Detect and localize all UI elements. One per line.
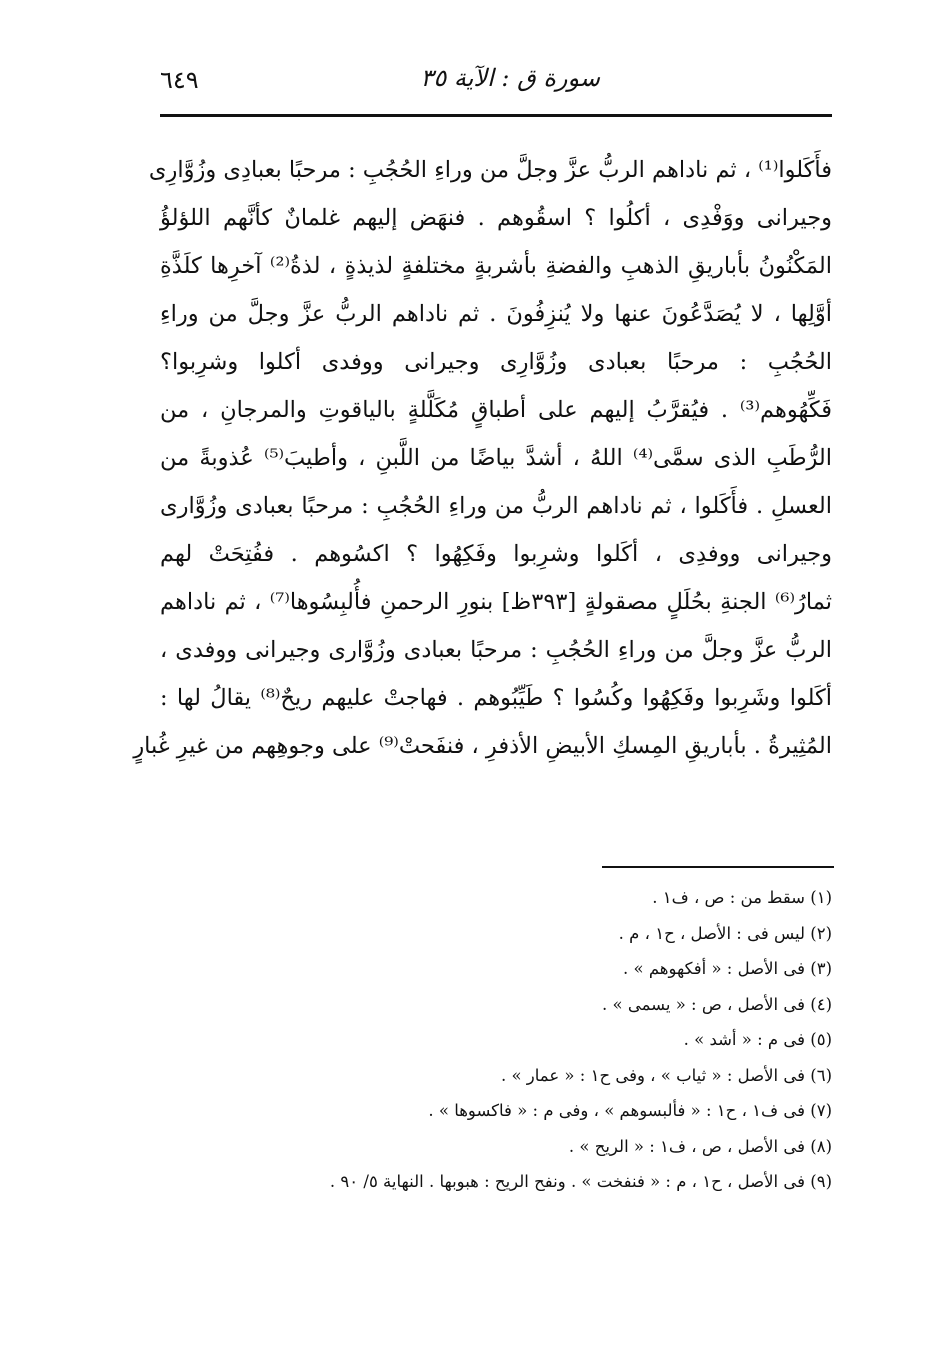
- text-line: فَكِّهُوهم⁽³⁾ . فيُقرَّبُ إليهم على أطباقٍ مُكَلَّلةٍ بالياقوتِ والمرجانِ ، من: [160, 397, 832, 423]
- text-line: الرُّطَبِ الذى سمَّى⁽⁴⁾ اللهُ ، أشدَّ بياضًا من اللَّبنِ ، وأطيبَ⁽⁵⁾ عُذوبةً من: [160, 445, 833, 471]
- footnote: (٣) فى الأصل : « أفكهوهم » .: [623, 959, 832, 978]
- text-line: المُثِيرةُ . بأباريقِ المِسكِ الأبيضِ الأذفرِ ، فنفَحتْ⁽⁹⁾ على وجوهِهم من غيرِ غُبارٍ: [133, 733, 832, 759]
- text-line: أكَلوا وشَرِبوا وفَكِهُوا وكُسُوا ؟ طَيِّبُوهم . فهاجتْ عليهم ريحٌ⁽⁸⁾ يقالُ لها :: [160, 685, 832, 711]
- text-line: العسلِ . فأَكَلوا ، ثم ناداهم الربُّ من وراءِ الحُجُبِ : مرحبًا بعبادى وزُوَّارى: [160, 493, 832, 519]
- footnote: (٦) فى الأصل : « ثياب » ، وفى ح١ : « عمار » .: [500, 1065, 832, 1085]
- footnote: (٤) فى الأصل ، ص : « يسمى » .: [602, 994, 832, 1014]
- footnotes: [160, 880, 832, 1200]
- text-line: المَكْنُونُ بأباريقِ الذهبِ والفضةِ بأشربةٍ مختلفةٍ لذيذةٍ ، لذةُ⁽²⁾ آخرِها كلَذَّةِ: [160, 253, 832, 279]
- page-number: ٦٤٩: [160, 66, 199, 94]
- text-line: وجيرانى ووَفْدِى ، أكلُوا ؟ اسقُوهم . فنهَض إليهم غلمانٌ كأنَّهم اللؤلؤُ: [160, 205, 832, 231]
- text-line: ثمارُ⁽⁶⁾ الجنةِ بحُلَلٍ مصقولةٍ [٣٩٣ظ] بنورِ الرحمنِ فأُلبِسُوها⁽⁷⁾ ، ثم ناداهم: [160, 589, 832, 615]
- footnote: (٥) فى م : « أشد » .: [683, 1030, 832, 1049]
- page-header: [160, 62, 832, 102]
- text-line: الحُجُبِ : مرحبًا بعبادى وزُوَّارِى وجيرانى ووفدى أكلوا وشرِبوا؟: [160, 349, 832, 375]
- header-rule: [160, 114, 832, 117]
- text-line: أوَّلِها ، لا يُصَدَّعُونَ عنها ولا يُنزِفُونَ . ثم ناداهم الربُّ عزَّ وجلَّ من وراءِ: [160, 301, 832, 327]
- text-line: الربُّ عزَّ وجلَّ من وراءِ الحُجُبِ : مرحبًا بعبادى وزُوَّارى وجيرانى ووفدى ،: [160, 637, 832, 663]
- footnote: (٧) فى ف١ ، ح١ : « فألبسوهم » ، وفى م : « فاكسوها » .: [428, 1101, 832, 1120]
- text-line: فأَكَلوا⁽¹⁾ ، ثم ناداهم الربُّ عزَّ وجلَّ من وراءِ الحُجُبِ : مرحبًا بعبادِى وزُوَّارِى: [148, 157, 832, 183]
- footnote: (١) سقط من : ص ، ف١ .: [652, 888, 832, 907]
- main-text: [133, 146, 833, 770]
- text-line: وجيرانى ووفدِى ، أكَلوا وشرِبوا وفَكِهُوا ؟ اكسُوهم . ففُتِحَتْ لهم: [160, 541, 832, 567]
- footnote-rule: [602, 866, 834, 868]
- footnote: (٢) ليس فى : الأصل ، ح١ ، م .: [618, 923, 832, 943]
- footnote: (٩) فى الأصل ، ح١ ، م : « فنفخت » . ونفح الريح : هبوبها . النهاية ٥/ ٩٠ .: [329, 1172, 832, 1191]
- footnote: (٨) فى الأصل ، ص ، ف١ : « الريح » .: [568, 1136, 832, 1156]
- running-title: سورة ق : الآية ٣٥: [420, 64, 600, 92]
